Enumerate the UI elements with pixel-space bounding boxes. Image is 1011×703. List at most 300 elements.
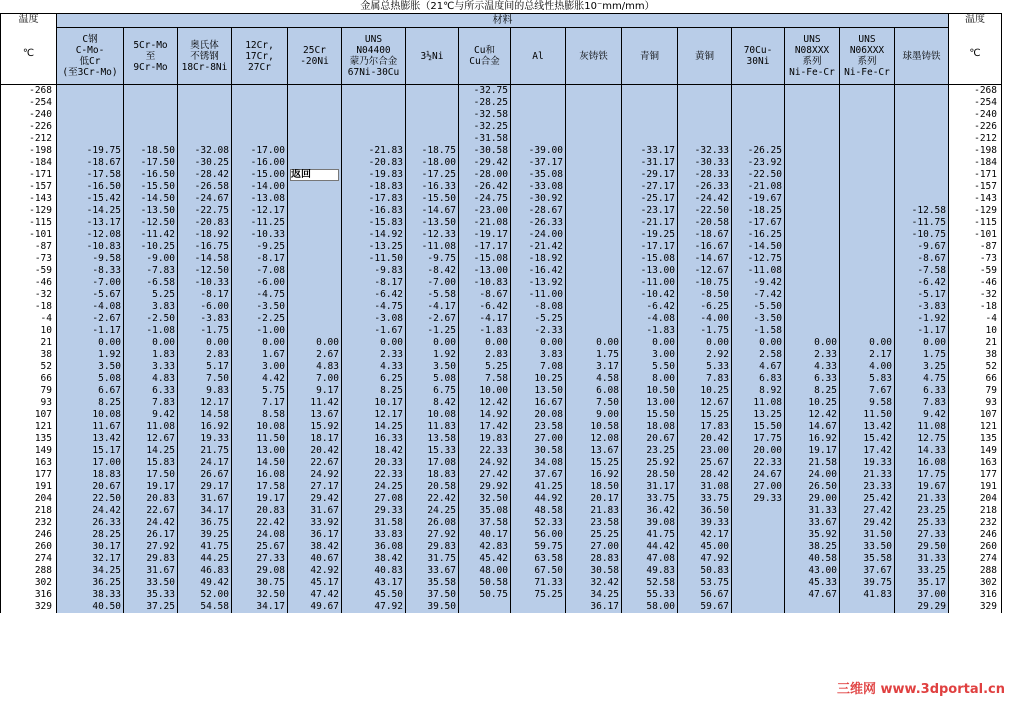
value-cell[interactable]: -19.75	[57, 145, 124, 157]
value-cell[interactable]: -11.08	[406, 241, 459, 253]
value-cell[interactable]: 29.33	[342, 505, 406, 517]
value-cell[interactable]: -17.25	[406, 169, 459, 181]
value-cell[interactable]: 52.58	[622, 577, 678, 589]
value-cell[interactable]: 3.50	[406, 361, 459, 373]
value-cell[interactable]: 17.42	[840, 445, 895, 457]
value-cell[interactable]: 26.08	[406, 517, 459, 529]
value-cell[interactable]: 1.92	[57, 349, 124, 361]
value-cell[interactable]: 15.42	[840, 433, 895, 445]
value-cell[interactable]	[288, 109, 342, 121]
value-cell[interactable]: -13.08	[232, 193, 288, 205]
value-cell[interactable]: 20.58	[406, 481, 459, 493]
value-cell[interactable]	[840, 169, 895, 181]
value-cell[interactable]: -18.25	[732, 205, 785, 217]
value-cell[interactable]: -15.42	[57, 193, 124, 205]
value-cell[interactable]: 9.83	[178, 385, 232, 397]
value-cell[interactable]: -6.00	[232, 277, 288, 289]
value-cell[interactable]: 43.17	[342, 577, 406, 589]
value-cell[interactable]: -1.92	[895, 313, 949, 325]
value-cell[interactable]: 34.25	[57, 565, 124, 577]
value-cell[interactable]	[342, 85, 406, 98]
value-cell[interactable]	[178, 85, 232, 98]
value-cell[interactable]: -19.25	[622, 229, 678, 241]
value-cell[interactable]: -21.17	[622, 217, 678, 229]
value-cell[interactable]: -7.08	[232, 265, 288, 277]
value-cell[interactable]: 40.83	[342, 565, 406, 577]
value-cell[interactable]: -8.33	[57, 265, 124, 277]
value-cell[interactable]	[566, 217, 622, 229]
value-cell[interactable]: 24.92	[288, 469, 342, 481]
value-cell[interactable]: -18.50	[124, 145, 178, 157]
value-cell[interactable]: -39.00	[511, 145, 566, 157]
value-cell[interactable]: 34.08	[511, 457, 566, 469]
value-cell[interactable]: 12.17	[342, 409, 406, 421]
value-cell[interactable]	[732, 121, 785, 133]
value-cell[interactable]: 10.17	[342, 397, 406, 409]
value-cell[interactable]	[732, 553, 785, 565]
value-cell[interactable]: 8.92	[732, 385, 785, 397]
value-cell[interactable]: 31.33	[785, 505, 840, 517]
value-cell[interactable]: 4.58	[566, 373, 622, 385]
value-cell[interactable]: 20.83	[232, 505, 288, 517]
value-cell[interactable]: 9.42	[895, 409, 949, 421]
value-cell[interactable]: 46.83	[178, 565, 232, 577]
value-cell[interactable]: -5.67	[57, 289, 124, 301]
value-cell[interactable]: -24.75	[459, 193, 511, 205]
value-cell[interactable]: 14.25	[124, 445, 178, 457]
value-cell[interactable]: -1.83	[459, 325, 511, 337]
value-cell[interactable]: 6.33	[895, 385, 949, 397]
value-cell[interactable]: 34.17	[232, 601, 288, 613]
value-cell[interactable]: 13.58	[406, 433, 459, 445]
value-cell[interactable]: 3.00	[232, 361, 288, 373]
value-cell[interactable]	[511, 85, 566, 98]
value-cell[interactable]: 33.83	[342, 529, 406, 541]
value-cell[interactable]: 36.08	[342, 541, 406, 553]
value-cell[interactable]: 6.08	[566, 385, 622, 397]
value-cell[interactable]: 27.42	[459, 469, 511, 481]
value-cell[interactable]: 45.50	[342, 589, 406, 601]
value-cell[interactable]: -26.42	[459, 181, 511, 193]
value-cell[interactable]: 4.33	[785, 361, 840, 373]
value-cell[interactable]: 20.08	[511, 409, 566, 421]
value-cell[interactable]: -15.08	[622, 253, 678, 265]
value-cell[interactable]	[406, 85, 459, 98]
value-cell[interactable]: -23.17	[622, 205, 678, 217]
value-cell[interactable]	[511, 97, 566, 109]
value-cell[interactable]	[840, 325, 895, 337]
value-cell[interactable]: -22.50	[678, 205, 732, 217]
value-cell[interactable]	[566, 325, 622, 337]
value-cell[interactable]	[785, 325, 840, 337]
value-cell[interactable]: 20.83	[124, 493, 178, 505]
value-cell[interactable]: 7.83	[895, 397, 949, 409]
value-cell[interactable]: 47.67	[785, 589, 840, 601]
value-cell[interactable]: 11.08	[124, 421, 178, 433]
value-cell[interactable]: -11.75	[895, 217, 949, 229]
value-cell[interactable]: -1.08	[124, 325, 178, 337]
value-cell[interactable]: 25.92	[622, 457, 678, 469]
value-cell[interactable]: -12.75	[732, 253, 785, 265]
value-cell[interactable]	[406, 121, 459, 133]
value-cell[interactable]: 31.67	[178, 493, 232, 505]
value-cell[interactable]	[232, 85, 288, 98]
value-cell[interactable]: -3.83	[178, 313, 232, 325]
value-cell[interactable]: -29.42	[459, 157, 511, 169]
value-cell[interactable]: 16.33	[342, 433, 406, 445]
value-cell[interactable]	[678, 121, 732, 133]
value-cell[interactable]: -15.00	[232, 169, 288, 181]
value-cell[interactable]: 4.83	[124, 373, 178, 385]
value-cell[interactable]: -6.00	[178, 301, 232, 313]
value-cell[interactable]: 19.83	[459, 433, 511, 445]
value-cell[interactable]: -33.08	[511, 181, 566, 193]
value-cell[interactable]: -12.50	[124, 217, 178, 229]
value-cell[interactable]: -30.58	[459, 145, 511, 157]
value-cell[interactable]: 1.83	[124, 349, 178, 361]
value-cell[interactable]: 0.00	[511, 337, 566, 349]
value-cell[interactable]	[895, 145, 949, 157]
value-cell[interactable]: 11.08	[732, 397, 785, 409]
value-cell[interactable]: -11.25	[232, 217, 288, 229]
value-cell[interactable]: -11.50	[342, 253, 406, 265]
value-cell[interactable]: 42.17	[678, 529, 732, 541]
value-cell[interactable]	[406, 133, 459, 145]
value-cell[interactable]: 28.83	[566, 553, 622, 565]
value-cell[interactable]: 12.67	[678, 397, 732, 409]
value-cell[interactable]: -11.42	[124, 229, 178, 241]
value-cell[interactable]: 35.08	[459, 505, 511, 517]
value-cell[interactable]	[288, 181, 342, 193]
value-cell[interactable]	[678, 109, 732, 121]
value-cell[interactable]	[785, 277, 840, 289]
value-cell[interactable]: 17.58	[232, 481, 288, 493]
value-cell[interactable]: 7.67	[840, 385, 895, 397]
value-cell[interactable]: 13.25	[732, 409, 785, 421]
value-cell[interactable]	[288, 217, 342, 229]
value-cell[interactable]: -1.00	[232, 325, 288, 337]
value-cell[interactable]: 48.00	[459, 565, 511, 577]
value-cell[interactable]: 2.58	[732, 349, 785, 361]
value-cell[interactable]: -13.92	[511, 277, 566, 289]
value-cell[interactable]: 26.50	[785, 481, 840, 493]
value-cell[interactable]	[895, 193, 949, 205]
value-cell[interactable]: 31.17	[622, 481, 678, 493]
value-cell[interactable]: -11.08	[732, 265, 785, 277]
value-cell[interactable]: 63.58	[511, 553, 566, 565]
value-cell[interactable]	[566, 313, 622, 325]
value-cell[interactable]	[785, 181, 840, 193]
value-cell[interactable]: 8.00	[622, 373, 678, 385]
value-cell[interactable]: 11.50	[840, 409, 895, 421]
value-cell[interactable]: -18.92	[511, 253, 566, 265]
value-cell[interactable]: 16.08	[232, 469, 288, 481]
value-cell[interactable]: 5.25	[124, 289, 178, 301]
value-cell[interactable]: -21.42	[511, 241, 566, 253]
value-cell[interactable]: 5.08	[57, 373, 124, 385]
value-cell[interactable]: 39.50	[406, 601, 459, 613]
value-cell[interactable]: 37.00	[895, 589, 949, 601]
value-cell[interactable]: 17.75	[732, 433, 785, 445]
value-cell[interactable]: -16.67	[678, 241, 732, 253]
value-cell[interactable]: 16.92	[785, 433, 840, 445]
value-cell[interactable]	[566, 193, 622, 205]
value-cell[interactable]: 3.25	[895, 361, 949, 373]
value-cell[interactable]: 24.00	[785, 469, 840, 481]
value-cell[interactable]: -28.67	[511, 205, 566, 217]
value-cell[interactable]: -13.25	[342, 241, 406, 253]
value-cell[interactable]	[406, 109, 459, 121]
value-cell[interactable]	[622, 97, 678, 109]
value-cell[interactable]: 31.08	[678, 481, 732, 493]
value-cell[interactable]: 27.00	[511, 433, 566, 445]
value-cell[interactable]: 49.67	[288, 601, 342, 613]
value-cell[interactable]: 6.25	[342, 373, 406, 385]
value-cell[interactable]: -3.50	[232, 301, 288, 313]
value-cell[interactable]	[124, 97, 178, 109]
value-cell[interactable]: 8.42	[406, 397, 459, 409]
value-cell[interactable]: -1.25	[406, 325, 459, 337]
value-cell[interactable]: 8.58	[232, 409, 288, 421]
value-cell[interactable]: -13.50	[124, 205, 178, 217]
value-cell[interactable]	[840, 97, 895, 109]
value-cell[interactable]: 31.75	[406, 553, 459, 565]
value-cell[interactable]: 28.50	[622, 469, 678, 481]
value-cell[interactable]	[840, 181, 895, 193]
value-cell[interactable]	[57, 133, 124, 145]
value-cell[interactable]: 12.08	[566, 433, 622, 445]
value-cell[interactable]: 9.00	[566, 409, 622, 421]
value-cell[interactable]	[622, 133, 678, 145]
value-cell[interactable]	[566, 169, 622, 181]
value-cell[interactable]: 17.50	[124, 469, 178, 481]
value-cell[interactable]: 16.92	[566, 469, 622, 481]
value-cell[interactable]	[566, 181, 622, 193]
value-cell[interactable]	[57, 85, 124, 98]
value-cell[interactable]	[288, 145, 342, 157]
value-cell[interactable]: 6.33	[785, 373, 840, 385]
value-cell[interactable]: 2.83	[178, 349, 232, 361]
value-cell[interactable]: -29.17	[622, 169, 678, 181]
value-cell[interactable]: -26.25	[732, 145, 785, 157]
value-cell[interactable]: 27.00	[566, 541, 622, 553]
value-cell[interactable]: -4.17	[406, 301, 459, 313]
value-cell[interactable]: -16.50	[124, 169, 178, 181]
value-cell[interactable]: 16.92	[178, 421, 232, 433]
value-cell[interactable]	[840, 313, 895, 325]
value-cell[interactable]: 23.33	[840, 481, 895, 493]
value-cell[interactable]: 17.83	[678, 421, 732, 433]
value-cell[interactable]: 9.17	[288, 385, 342, 397]
value-cell[interactable]: -14.00	[232, 181, 288, 193]
value-cell[interactable]: 11.83	[406, 421, 459, 433]
value-cell[interactable]: -4.75	[232, 289, 288, 301]
value-cell[interactable]: -24.00	[511, 229, 566, 241]
value-cell[interactable]: 0.00	[124, 337, 178, 349]
value-cell[interactable]: 23.58	[511, 421, 566, 433]
value-cell[interactable]: -4.00	[678, 313, 732, 325]
value-cell[interactable]: -26.58	[178, 181, 232, 193]
value-cell[interactable]: 38.33	[57, 589, 124, 601]
value-cell[interactable]: -10.33	[178, 277, 232, 289]
value-cell[interactable]: -15.50	[406, 193, 459, 205]
value-cell[interactable]: 31.67	[288, 505, 342, 517]
value-cell[interactable]	[178, 133, 232, 145]
value-cell[interactable]: -1.67	[342, 325, 406, 337]
value-cell[interactable]: 22.67	[124, 505, 178, 517]
value-cell[interactable]: 19.17	[124, 481, 178, 493]
value-cell[interactable]: 27.33	[232, 553, 288, 565]
value-cell[interactable]: -5.25	[511, 313, 566, 325]
value-cell[interactable]: -30.25	[178, 157, 232, 169]
value-cell[interactable]: -8.08	[511, 301, 566, 313]
value-cell[interactable]: 13.42	[840, 421, 895, 433]
value-cell[interactable]: 3.33	[124, 361, 178, 373]
value-cell[interactable]: -5.50	[732, 301, 785, 313]
value-cell[interactable]	[566, 289, 622, 301]
value-cell[interactable]: 41.75	[622, 529, 678, 541]
value-cell[interactable]: 45.42	[459, 553, 511, 565]
value-cell[interactable]: -10.25	[124, 241, 178, 253]
value-cell[interactable]: -32.08	[178, 145, 232, 157]
value-cell[interactable]: -8.17	[178, 289, 232, 301]
value-cell[interactable]: -1.83	[622, 325, 678, 337]
value-cell[interactable]	[288, 253, 342, 265]
value-cell[interactable]: 10.50	[622, 385, 678, 397]
value-cell[interactable]	[566, 97, 622, 109]
value-cell[interactable]: -27.17	[622, 181, 678, 193]
value-cell[interactable]: 18.17	[288, 433, 342, 445]
value-cell[interactable]: 20.67	[57, 481, 124, 493]
value-cell[interactable]: -4.17	[459, 313, 511, 325]
value-cell[interactable]	[785, 121, 840, 133]
value-cell[interactable]: 24.42	[124, 517, 178, 529]
value-cell[interactable]: -4.08	[57, 301, 124, 313]
value-cell[interactable]: 56.67	[678, 589, 732, 601]
value-cell[interactable]	[840, 241, 895, 253]
value-cell[interactable]: 36.25	[57, 577, 124, 589]
value-cell[interactable]: 4.33	[342, 361, 406, 373]
value-cell[interactable]: 14.50	[232, 457, 288, 469]
value-cell[interactable]: 21.83	[566, 505, 622, 517]
value-cell[interactable]	[785, 109, 840, 121]
value-cell[interactable]: -32.33	[678, 145, 732, 157]
value-cell[interactable]: 21.58	[785, 457, 840, 469]
value-cell[interactable]: -20.83	[178, 217, 232, 229]
value-cell[interactable]: -3.83	[895, 301, 949, 313]
value-cell[interactable]: -30.33	[678, 157, 732, 169]
value-cell[interactable]: 39.33	[678, 517, 732, 529]
value-cell[interactable]	[840, 157, 895, 169]
value-cell[interactable]: -24.67	[178, 193, 232, 205]
value-cell[interactable]	[288, 157, 342, 169]
value-cell[interactable]: -17.00	[232, 145, 288, 157]
value-cell[interactable]: -1.58	[732, 325, 785, 337]
value-cell[interactable]: 47.08	[622, 553, 678, 565]
value-cell[interactable]	[732, 529, 785, 541]
value-cell[interactable]	[288, 85, 342, 98]
value-cell[interactable]	[732, 601, 785, 613]
value-cell[interactable]	[288, 265, 342, 277]
value-cell[interactable]: 33.75	[678, 493, 732, 505]
value-cell[interactable]: 39.08	[622, 517, 678, 529]
value-cell[interactable]: -16.83	[342, 205, 406, 217]
value-cell[interactable]: 5.33	[678, 361, 732, 373]
value-cell[interactable]: -16.75	[178, 241, 232, 253]
value-cell[interactable]: 20.42	[288, 445, 342, 457]
value-cell[interactable]: 18.83	[57, 469, 124, 481]
value-cell[interactable]: -6.42	[622, 301, 678, 313]
value-cell[interactable]	[342, 109, 406, 121]
value-cell[interactable]: -18.75	[406, 145, 459, 157]
value-cell[interactable]	[840, 85, 895, 98]
value-cell[interactable]: -6.42	[459, 301, 511, 313]
value-cell[interactable]: 16.67	[511, 397, 566, 409]
value-cell[interactable]: -12.17	[232, 205, 288, 217]
value-cell[interactable]: 35.92	[785, 529, 840, 541]
value-cell[interactable]: -9.58	[57, 253, 124, 265]
value-cell[interactable]: 22.33	[732, 457, 785, 469]
value-cell[interactable]: -22.50	[732, 169, 785, 181]
value-cell[interactable]: -2.25	[232, 313, 288, 325]
value-cell[interactable]	[124, 109, 178, 121]
value-cell[interactable]	[785, 265, 840, 277]
value-cell[interactable]	[57, 109, 124, 121]
value-cell[interactable]	[732, 589, 785, 601]
value-cell[interactable]: 20.00	[732, 445, 785, 457]
value-cell[interactable]: 10.25	[678, 385, 732, 397]
value-cell[interactable]	[785, 193, 840, 205]
value-cell[interactable]: 31.50	[840, 529, 895, 541]
value-cell[interactable]: 19.67	[895, 481, 949, 493]
value-cell[interactable]: -17.17	[459, 241, 511, 253]
value-cell[interactable]: -12.08	[57, 229, 124, 241]
value-cell[interactable]: 31.58	[342, 517, 406, 529]
value-cell[interactable]: -16.33	[406, 181, 459, 193]
value-cell[interactable]: -18.00	[406, 157, 459, 169]
value-cell[interactable]: -13.00	[622, 265, 678, 277]
value-cell[interactable]: 0.00	[57, 337, 124, 349]
value-cell[interactable]: 13.67	[288, 409, 342, 421]
value-cell[interactable]: 27.92	[406, 529, 459, 541]
value-cell[interactable]	[57, 121, 124, 133]
value-cell[interactable]	[785, 133, 840, 145]
value-cell[interactable]	[566, 205, 622, 217]
value-cell[interactable]: -6.42	[342, 289, 406, 301]
value-cell[interactable]	[566, 145, 622, 157]
value-cell[interactable]: 15.92	[288, 421, 342, 433]
value-cell[interactable]: -14.67	[678, 253, 732, 265]
value-cell[interactable]: 30.17	[57, 541, 124, 553]
value-cell[interactable]	[288, 97, 342, 109]
value-cell[interactable]	[288, 277, 342, 289]
value-cell[interactable]: -3.08	[342, 313, 406, 325]
value-cell[interactable]: 40.67	[288, 553, 342, 565]
value-cell[interactable]: -17.50	[124, 157, 178, 169]
value-cell[interactable]: 3.83	[511, 349, 566, 361]
value-cell[interactable]	[895, 181, 949, 193]
value-cell[interactable]: 23.25	[895, 505, 949, 517]
value-cell[interactable]: 28.42	[678, 469, 732, 481]
value-cell[interactable]	[566, 157, 622, 169]
value-cell[interactable]: 24.67	[732, 469, 785, 481]
value-cell[interactable]: 0.00	[342, 337, 406, 349]
value-cell[interactable]	[342, 121, 406, 133]
value-cell[interactable]: -7.58	[895, 265, 949, 277]
value-cell[interactable]: 47.92	[342, 601, 406, 613]
value-cell[interactable]: -7.00	[57, 277, 124, 289]
value-cell[interactable]: 33.25	[895, 565, 949, 577]
